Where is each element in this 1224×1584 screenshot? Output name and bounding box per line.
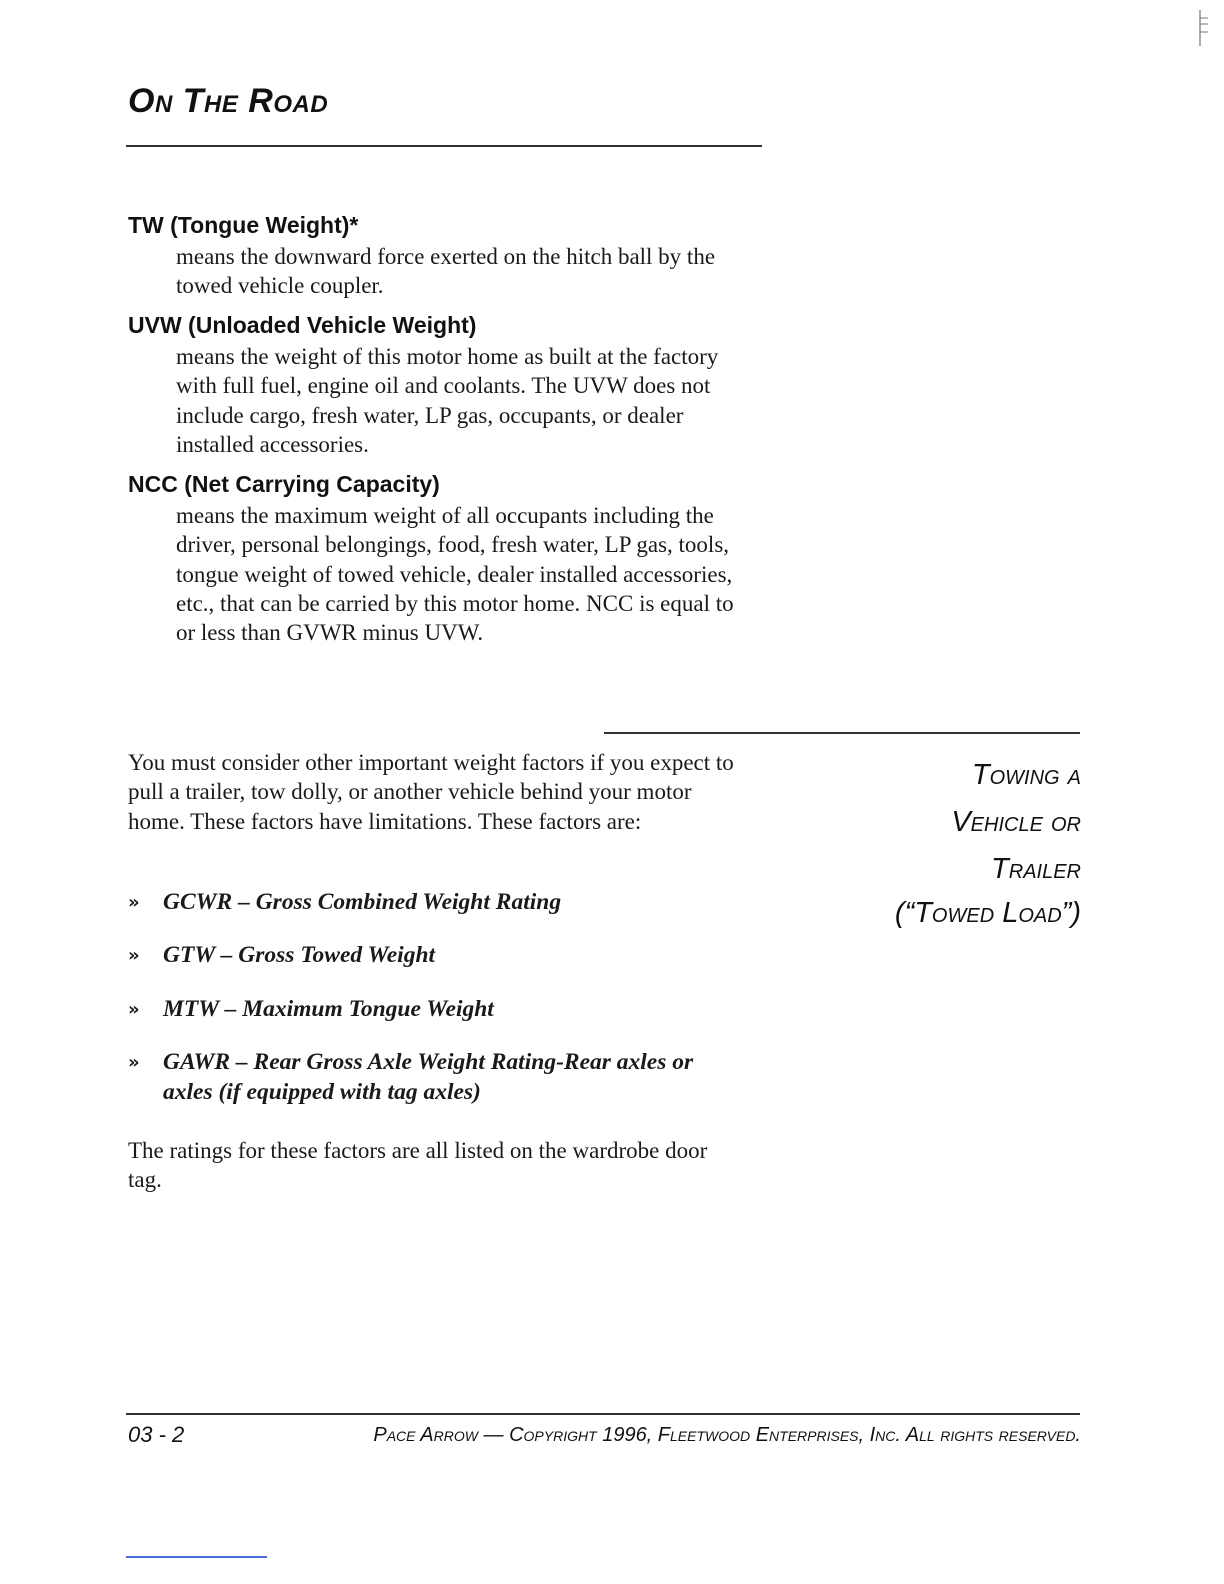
definition-term-ncc: NCC (Net Carrying Capacity) (128, 471, 440, 497)
factor-item-gawr (128, 1048, 748, 1107)
definition-body-tw: means the downward force exerted on the hitch ball by the towed vehicle coupler. (176, 244, 716, 299)
scan-margin-mark-icon (1196, 8, 1210, 48)
section-heading-line: Trailer (991, 853, 1081, 885)
chevron-bullet-icon: » (128, 1052, 140, 1073)
section-heading-towing (895, 752, 1081, 933)
factor-item-mtw (128, 995, 748, 1025)
footer-divider (126, 1413, 1080, 1415)
section-heading-line: Vehicle or (951, 806, 1081, 838)
chevron-bullet-icon: » (128, 945, 140, 966)
chevron-bullet-icon: » (128, 892, 140, 913)
factor-text: MTW – Maximum Tongue Weight (163, 996, 494, 1022)
page-number: 03 - 2 (128, 1422, 185, 1447)
section-divider (604, 732, 1080, 734)
header-divider (126, 145, 762, 147)
factor-text: GCWR – Gross Combined Weight Rating (163, 889, 562, 915)
definition-body-uvw: means the weight of this motor home as built at the factory with full fuel, engine oil and coolants. The UVW does not include cargo, fresh water, LP gas, occupants, or dealer installed accessories. (176, 344, 719, 457)
factor-text: GAWR – Rear Gross Axle Weight Rating-Rear axles or axles (if equipped with tag axles) (163, 1049, 694, 1105)
definition-term-uvw: UVW (Unloaded Vehicle Weight) (128, 312, 477, 338)
factor-text: GTW – Gross Towed Weight (163, 942, 436, 968)
chevron-bullet-icon: » (128, 999, 140, 1020)
copyright-notice: Pace Arrow — Copyright 1996, Fleetwood Enterprises, Inc. All rights reserved. (373, 1424, 1081, 1446)
closing-paragraph: The ratings for these factors are all listed on the wardrobe door tag. (128, 1138, 708, 1193)
scan-edge-line (126, 1556, 267, 1558)
factor-item-gcwr (128, 888, 748, 918)
factor-item-gtw (128, 941, 748, 971)
section-heading-line: (“Towed Load”) (894, 897, 1081, 929)
intro-paragraph: You must consider other important weight factors if you expect to pull a trailer, tow dolly, or another vehicle behind your motor home. These factors have limitations. These factors are: (128, 750, 734, 834)
definition-body-ncc: means the maximum weight of all occupants including the driver, personal belongings, food, fresh water, LP gas, tools, tongue weight of towed vehicle, dealer installed accessories, etc., that can be carried by this motor home. NCC is equal to or less than GVWR minus UVW. (176, 503, 734, 646)
page-title: On The Road (128, 82, 329, 120)
definition-term-tw: TW (Tongue Weight)* (128, 212, 359, 238)
section-heading-line: Towing a (971, 759, 1081, 791)
